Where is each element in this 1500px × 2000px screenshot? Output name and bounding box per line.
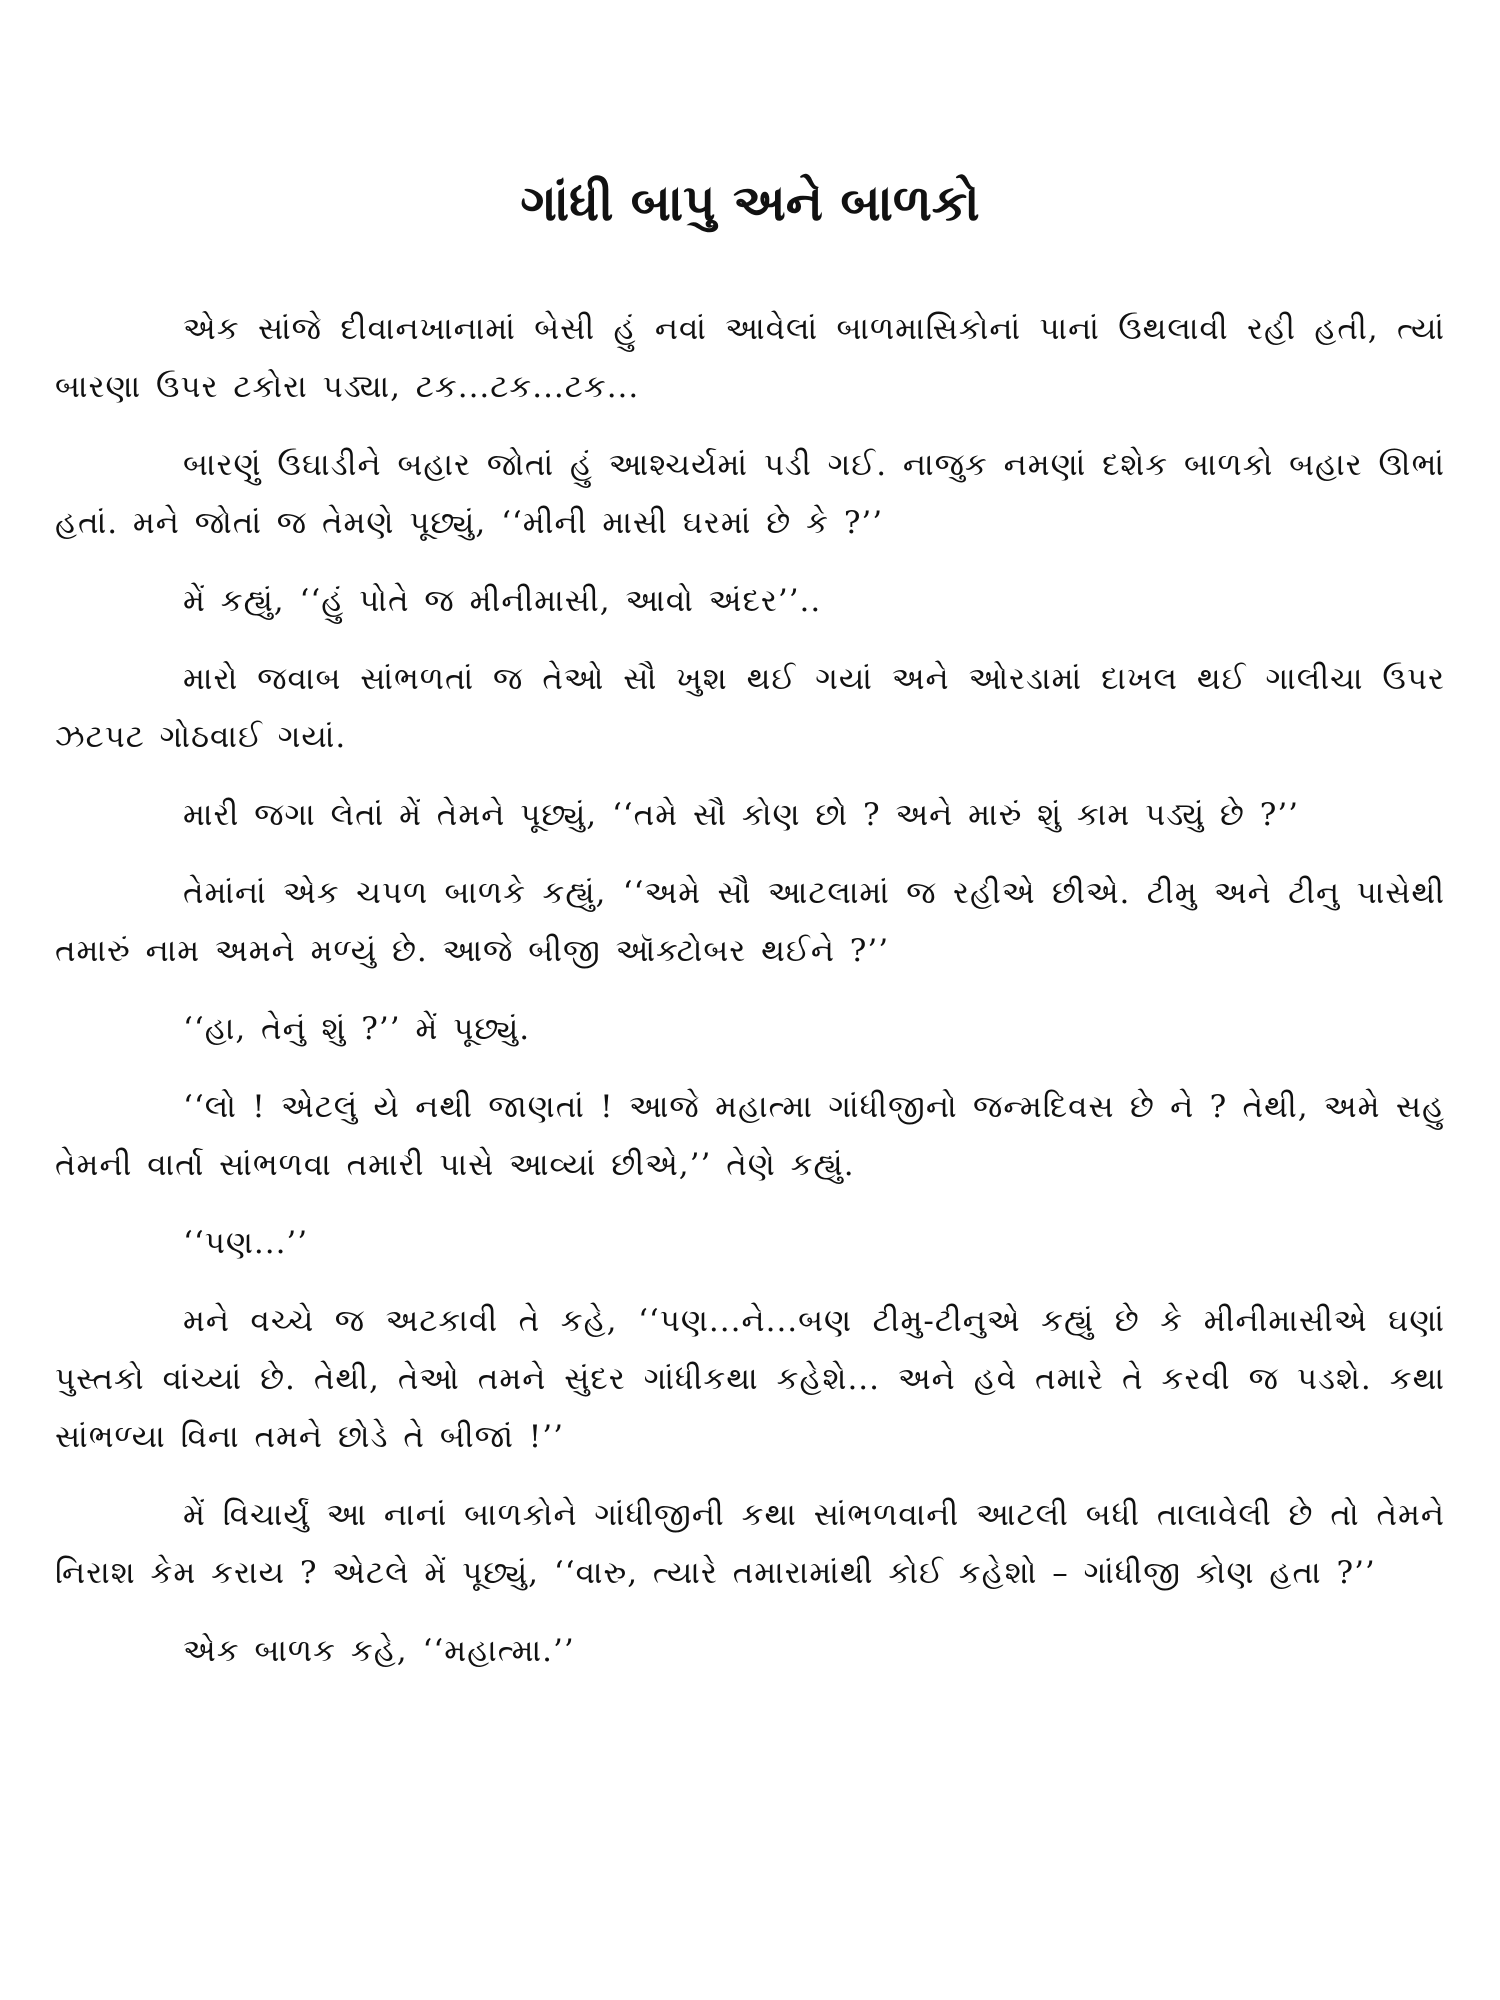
paragraph-3: મેં કહ્યું, ‘‘હું પોતે જ મીનીમાસી, આવો અંદર’’..: [183, 583, 822, 619]
body-text: [55, 300, 1445, 1700]
page-title: ગાંધી બાપુ અને બાળકો: [520, 174, 980, 232]
paragraph-7: ‘‘હા, તેનું શું ?’’ મેં પૂછ્યું.: [183, 1011, 531, 1047]
paragraph-4: મારો જવાબ સાંભળતાં જ તેઓ સૌ ખુશ થઈ ગયાં અને ઓરડામાં દાખલ થઈ ગાલીચા ઉપર ઝટપટ ગોઠવાઈ ગયાં.: [55, 661, 1445, 755]
paragraph-6: તેમાંનાં એક ચપળ બાળકે કહ્યું, ‘‘અમે સૌ આટલામાં જ રહીએ છીએ. ટીમુ અને ટીનુ પાસેથી તમારું નામ અમને મળ્યું છે. આજે બીજી ઑક્ટોબર થઈને ?’’: [55, 875, 1445, 969]
paragraph-1: એક સાંજે દીવાનખાનામાં બેસી હું નવાં આવેલાં બાળમાસિકોનાં પાનાં ઉથલાવી રહી હતી, ત્યાં બારણા ઉપર ટકોરા પડ્યા, ટક...ટક...ટક...: [55, 311, 1445, 405]
paragraph-8: ‘‘લો ! એટલું યે નથી જાણતાં ! આજે મહાત્મા ગાંધીજીનો જન્મદિવસ છે ને ? તેથી, અમે સહુ તેમની વાર્તા સાંભળવા તમારી પાસે આવ્યાં છીએ,’’ તેણે કહ્યું.: [55, 1089, 1445, 1183]
paragraph-11: મેં વિચાર્યું આ નાનાં બાળકોને ગાંધીજીની કથા સાંભળવાની આટલી બધી તાલાવેલી છે તો તેમને નિરાશ કેમ કરાય ? એટલે મેં પૂછ્યું, ‘‘વારુ, ત્યારે તમારામાંથી કોઈ કહેશો – ગાંધીજી કોણ હતા ?’’: [55, 1497, 1445, 1591]
paragraph-9: ‘‘પણ...’’: [183, 1225, 309, 1261]
paragraph-10: મને વચ્ચે જ અટકાવી તે કહે, ‘‘પણ...ને...બણ ટીમુ-ટીનુએ કહ્યું છે કે મીનીમાસીએ ઘણાં પુસ્તકો વાંચ્યાં છે. તેથી, તેઓ તમને સુંદર ગાંધીકથા કહેશે... અને હવે તમારે તે કરવી જ પડશે. કથા સાંભળ્યા વિના તમને છોડે તે બીજાં !’’: [55, 1303, 1445, 1455]
paragraph-12: એક બાળક કહે, ‘‘મહાત્મા.’’: [183, 1633, 575, 1669]
paragraph-5: મારી જગા લેતાં મેં તેમને પૂછ્યું, ‘‘તમે સૌ કોણ છો ? અને મારું શું કામ પડ્યું છે ?’’: [183, 797, 1300, 833]
paragraph-2: બારણું ઉઘાડીને બહાર જોતાં હું આશ્ચર્યમાં પડી ગઈ. નાજુક નમણાં દશેક બાળકો બહાર ઊભાં હતાં. મને જોતાં જ તેમણે પૂછ્યું, ‘‘મીની માસી ઘરમાં છે કે ?’’: [55, 447, 1445, 541]
